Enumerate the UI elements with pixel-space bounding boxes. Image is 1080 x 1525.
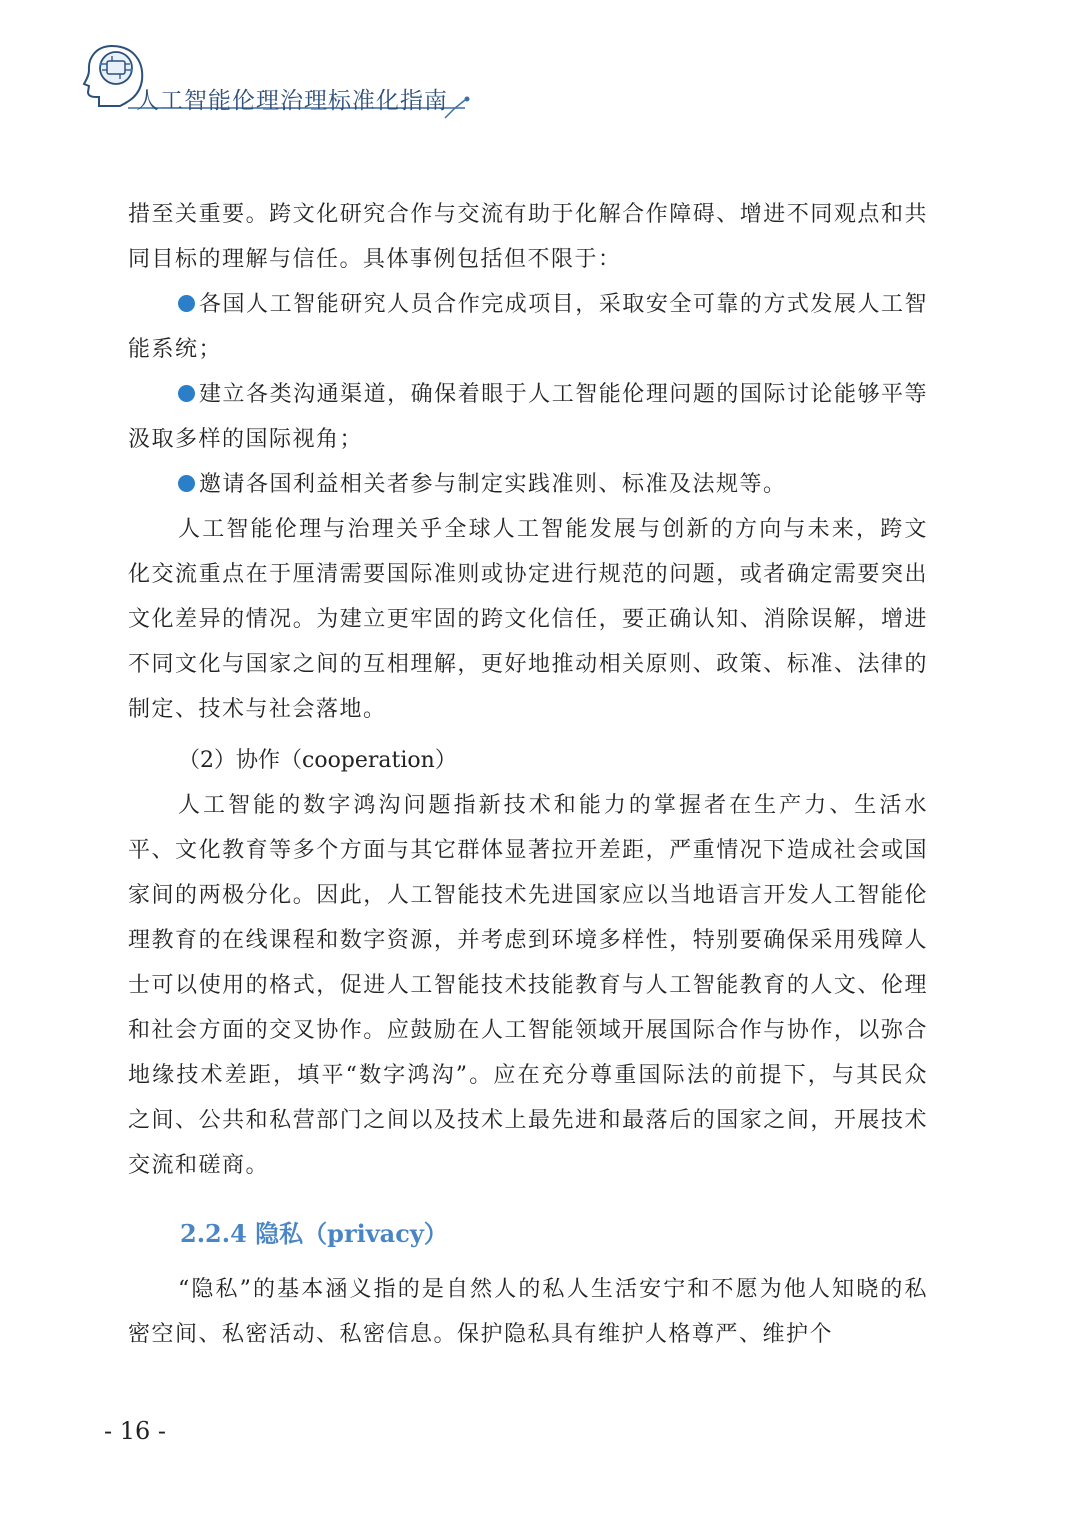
bullet-item [128, 372, 928, 462]
paragraph-3: 人工智能的数字鸿沟问题指新技术和能力的掌握者在生产力、生活水平、文化教育等多个方面与其它群体显著拉开差距，严重情况下造成社会或国家间的两极分化。因此，人工智能技术先进国家应以当地语言开发人工智能伦理教育的在线课程和数字资源，并考虑到环境多样性，特别要确保采用残障人士可以使用的格式，促进人工智能技术技能教育与人工智能教育的人文、伦理和社会方面的交叉协作。应鼓励在人工智能领域开展国际合作与协作，以弥合地缘技术差距，填平“数字鸿沟”。应在充分尊重国际法的前提下，与其民众之间、公共和私营部门之间以及技术上最先进和最落后的国家之间，开展技术交流和磋商。 [128, 793, 928, 1178]
page-header [80, 40, 480, 125]
bullet-item [128, 462, 928, 507]
bullet-item [128, 282, 928, 372]
page-content [128, 192, 928, 1357]
paragraph-4: “隐私”的基本涵义指的是自然人的私人生活安宁和不愿为他人知晓的私密空间、私密活动、私密信息。保护隐私具有维护人格尊严、维护个 [128, 1277, 928, 1347]
bullet-dot-icon [178, 295, 195, 312]
section-heading-privacy: 2.2.4 隐私（privacy） [180, 1219, 448, 1248]
paragraph-2: 人工智能伦理与治理关乎全球人工智能发展与创新的方向与未来，跨文化交流重点在于厘清需要国际准则或协定进行规范的问题，或者确定需要突出文化差异的情况。为建立更牢固的跨文化信任，要正确认知、消除误解，增进不同文化与国家之间的互相理解，更好地推动相关原则、政策、标准、法律的制定、技术与社会落地。 [128, 517, 928, 722]
bullet-dot-icon [178, 475, 195, 492]
bullet-text: 邀请各国利益相关者参与制定实践准则、标准及法规等。 [199, 472, 787, 497]
subheading-cooperation: （2）协作（cooperation） [178, 748, 457, 773]
bullet-text: 各国人工智能研究人员合作完成项目，采取安全可靠的方式发展人工智能系统； [128, 292, 928, 362]
page-number: - 16 - [104, 1417, 167, 1445]
paragraph-1: 措至关重要。跨文化研究合作与交流有助于化解合作障碍、增进不同观点和共同目标的理解与信任。具体事例包括但不限于： [128, 202, 928, 272]
header-title: 人工智能伦理治理标准化指南 [136, 88, 448, 114]
bullet-dot-icon [178, 385, 195, 402]
bullet-text: 建立各类沟通渠道，确保着眼于人工智能伦理问题的国际讨论能够平等汲取多样的国际视角； [128, 382, 928, 452]
